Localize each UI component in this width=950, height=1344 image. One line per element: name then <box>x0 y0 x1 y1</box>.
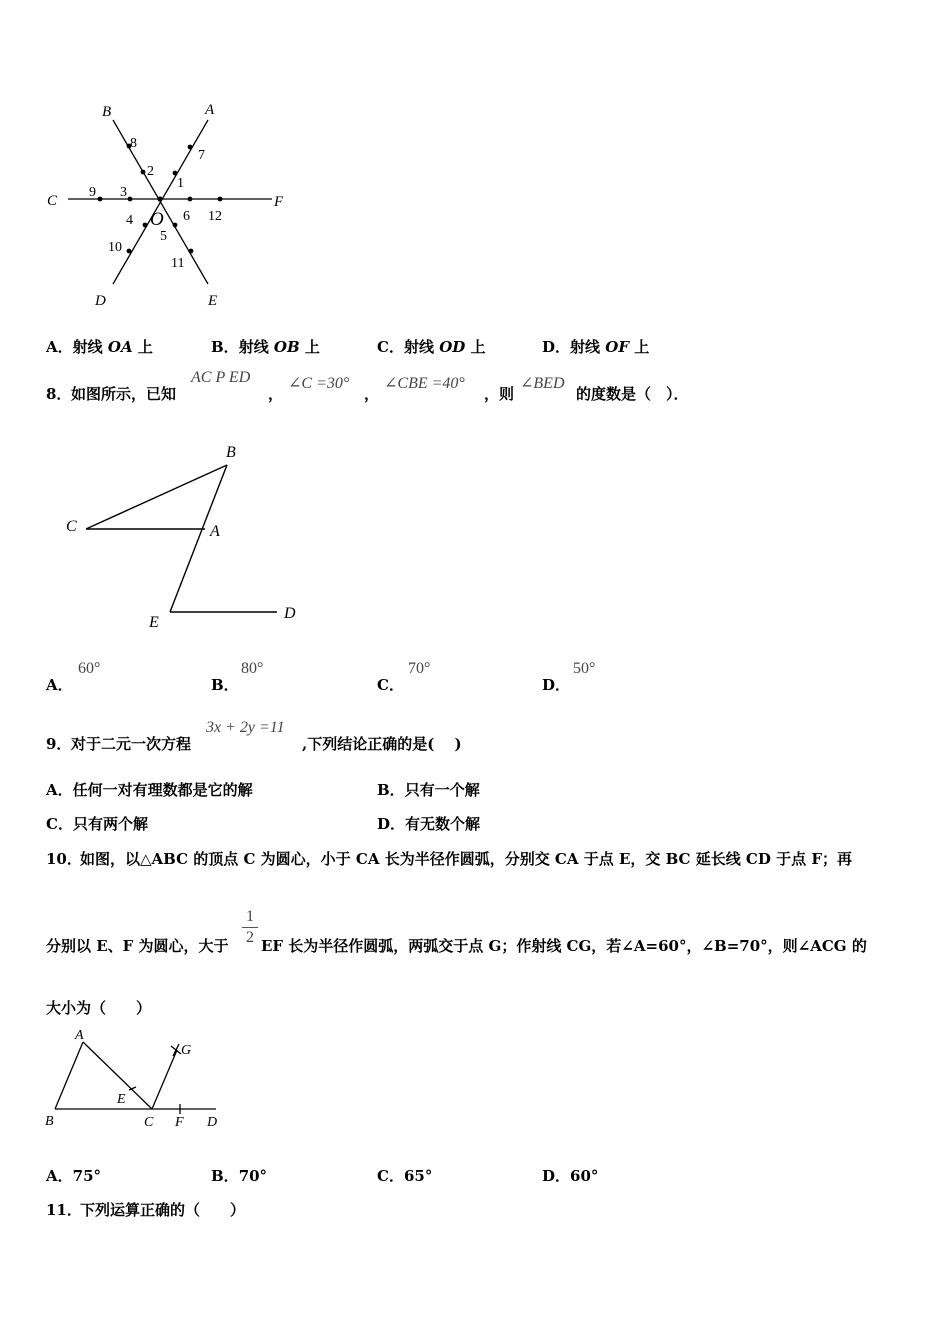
q10-line2a: 分别以 E、F 为圆心，大于 <box>46 937 229 955</box>
q9-option-c[interactable]: C．只有两个解 <box>46 815 148 833</box>
fraction-numerator: 1 <box>246 908 254 925</box>
q8-label-b: B <box>226 444 236 461</box>
q10-label-f: F <box>175 1115 184 1130</box>
q8-text2: ，则 <box>484 385 515 403</box>
label-b: B <box>102 104 112 120</box>
q8-number: 8． <box>46 385 72 403</box>
point-o <box>157 196 162 201</box>
figure-q10 <box>40 1022 230 1132</box>
q8-math-angle-c: ∠C =30° <box>288 375 350 392</box>
q11-number: 11． <box>46 1201 82 1219</box>
q10-option-b[interactable]: B．70° <box>211 1167 268 1185</box>
q10-line2b: EF 长为半径作圆弧，两弧交于点 G；作射线 CG，若∠A=60°，∠B=70°，则∠ACG 的 <box>261 937 867 955</box>
q8-math-angle-bed: ∠BED <box>520 375 565 392</box>
q8-math-angle-cbe: ∠CBE =40° <box>384 375 465 392</box>
q7-option-d[interactable]: D．射线 OF 上 <box>542 338 650 356</box>
q10-label-c: C <box>144 1115 154 1130</box>
q9-option-d[interactable]: D．有无数个解 <box>377 815 481 833</box>
q8-option-d-value: 50° <box>573 660 596 677</box>
q8-option-b-letter[interactable]: B． <box>211 676 239 694</box>
figure-q8 <box>60 438 310 633</box>
q9-option-b[interactable]: B．只有一个解 <box>377 781 480 799</box>
point-label-7: 7 <box>198 148 205 163</box>
point-label-5: 5 <box>160 229 167 244</box>
point-label-9: 9 <box>89 185 96 200</box>
label-o: O <box>150 209 164 230</box>
q8-label-a: A <box>210 523 220 540</box>
label-a: A <box>205 102 215 118</box>
point-label-11: 11 <box>171 256 185 271</box>
q10-line3: 大小为（ ） <box>46 999 152 1017</box>
q8-option-b-value: 80° <box>241 660 264 677</box>
q8-math-parallel: AC P ED <box>191 369 251 386</box>
q9-equation: 3x + 2y =11 <box>206 719 285 736</box>
q10-option-d[interactable]: D．60° <box>542 1167 599 1185</box>
q10-number: 10． <box>46 850 82 868</box>
q7-option-b[interactable]: B．射线 OB 上 <box>211 338 320 356</box>
q10-label-d: D <box>207 1115 218 1130</box>
q10-option-a[interactable]: A．75° <box>46 1167 102 1185</box>
label-f: F <box>274 194 284 210</box>
q8-label-c: C <box>66 518 77 535</box>
point-label-3: 3 <box>120 185 127 200</box>
q9-text1: 对于二元一次方程 <box>71 735 192 753</box>
point-label-4: 4 <box>126 213 133 228</box>
q10-label-a: A <box>75 1028 84 1043</box>
q8-option-a-value: 60° <box>78 660 101 677</box>
q8-comma2: ， <box>364 385 380 403</box>
q8-option-c-letter[interactable]: C． <box>377 676 404 694</box>
q8-option-a-letter[interactable]: A． <box>46 676 73 694</box>
point-label-1: 1 <box>177 176 184 191</box>
q8-comma1: ， <box>268 385 284 403</box>
q8-label-e: E <box>149 614 159 631</box>
label-e: E <box>208 293 218 309</box>
q10-label-g: G <box>181 1043 192 1058</box>
q7-option-c[interactable]: C．射线 OD 上 <box>377 338 486 356</box>
fraction-bar <box>242 927 258 928</box>
q10-fraction <box>242 908 258 947</box>
figure-rays <box>40 95 300 315</box>
point-label-8: 8 <box>130 136 137 151</box>
q8-option-c-value: 70° <box>408 660 431 677</box>
q8-option-d-letter[interactable]: D． <box>542 676 571 694</box>
point-label-2: 2 <box>147 164 154 179</box>
q11-text: 下列运算正确的（ ） <box>80 1201 246 1219</box>
q9-number: 9． <box>46 735 72 753</box>
q10-label-b: B <box>45 1114 54 1129</box>
q8-text1: 如图所示，已知 <box>71 385 177 403</box>
q10-line1: 如图，以△ABC 的顶点 C 为圆心，小于 CA 长为半径作圆弧，分别交 CA 于点 E，交 BC 延长线 CD 于点 F；再 <box>80 850 852 868</box>
q10-option-c[interactable]: C．65° <box>377 1167 433 1185</box>
q8-text3: 的度数是（ ）． <box>576 385 689 403</box>
q8-label-d: D <box>284 605 296 622</box>
point-label-10: 10 <box>108 240 122 255</box>
q10-label-e: E <box>117 1092 126 1107</box>
q7-option-a[interactable]: A．射线 OA 上 <box>46 338 153 356</box>
point-label-6: 6 <box>183 209 190 224</box>
point-label-12: 12 <box>208 209 222 224</box>
q9-text2: ,下列结论正确的是( ) <box>302 735 462 753</box>
label-d: D <box>95 293 106 309</box>
q9-option-a[interactable]: A．任何一对有理数都是它的解 <box>46 781 253 799</box>
fraction-denominator: 2 <box>246 929 254 946</box>
label-c: C <box>47 193 58 209</box>
